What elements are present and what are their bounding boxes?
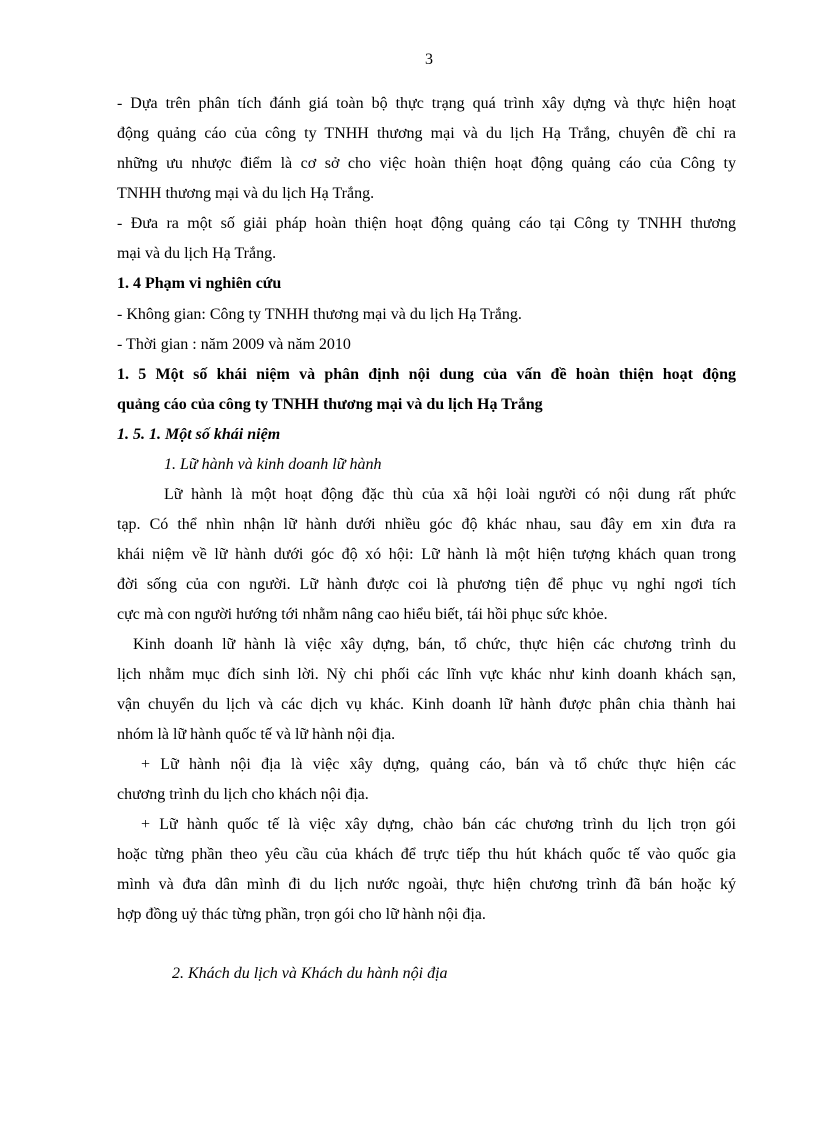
paragraph-line: - Đưa ra một số giải pháp hoàn thiện hoạt động quảng cáo tại Công ty TNHH thương <box>117 215 736 232</box>
paragraph-line: những ưu nhược điểm là cơ sở cho việc hoàn thiện hoạt động quảng cáo của Công ty <box>117 155 736 172</box>
item-heading: 2. Khách du lịch và Khách du hành nội địa <box>172 965 448 982</box>
page-number: 3 <box>425 51 433 68</box>
paragraph-line: tạp. Có thể nhìn nhận lữ hành dưới nhiều góc độ khác nhau, sau đây em xin đưa ra <box>117 516 736 533</box>
paragraph-line: hoặc từng phần theo yêu cầu của khách để trực tiếp thu hút khách quốc tế vào quốc gia <box>117 846 736 863</box>
section-heading: 1. 5 Một số khái niệm và phân định nội dung của vấn đề hoàn thiện hoạt động <box>117 366 736 383</box>
subsection-heading: 1. 5. 1. Một số khái niệm <box>117 426 281 443</box>
section-heading: quảng cáo của công ty TNHH thương mại và du lịch Hạ Trắng <box>117 396 543 413</box>
paragraph-line: cực mà con người hướng tới nhằm nâng cao hiểu biết, tái hồi phục sức khỏe. <box>117 606 608 623</box>
paragraph-line: mại và du lịch Hạ Trắng. <box>117 245 277 262</box>
paragraph-line: lịch nhằm mục đích sinh lời. Nỳ chi phối các lĩnh vực khác như kinh doanh khách sạn, <box>117 666 736 683</box>
paragraph-line: đời sống của con người. Lữ hành được coi là phương tiện để phục vụ nghỉ ngơi tích <box>117 576 736 593</box>
paragraph-line: + Lữ hành quốc tế là việc xây dựng, chào bán các chương trình du lịch trọn gói <box>141 816 736 833</box>
paragraph-line: vận chuyển du lịch và các dịch vụ khác. Kinh doanh lữ hành được phân chia thành hai <box>117 696 736 713</box>
paragraph-line: - Không gian: Công ty TNHH thương mại và du lịch Hạ Trắng. <box>117 306 522 323</box>
item-heading: 1. Lữ hành và kinh doanh lữ hành <box>164 456 382 473</box>
paragraph-line: động quảng cáo của công ty TNHH thương mại và du lịch Hạ Trắng, chuyên đề chỉ ra <box>117 125 736 142</box>
paragraph-line: hợp đồng uỷ thác từng phần, trọn gói cho lữ hành nội địa. <box>117 906 486 923</box>
paragraph-line: - Thời gian : năm 2009 và năm 2010 <box>117 336 351 353</box>
paragraph-line: TNHH thương mại và du lịch Hạ Trắng. <box>117 185 375 202</box>
paragraph-line: chương trình du lịch cho khách nội địa. <box>117 786 369 803</box>
paragraph-line: nhóm là lữ hành quốc tế và lữ hành nội địa. <box>117 726 396 743</box>
section-heading: 1. 4 Phạm vi nghiên cứu <box>117 275 282 292</box>
paragraph-line: - Dựa trên phân tích đánh giá toàn bộ thực trạng quá trình xây dựng và thực hiện hoạt <box>117 95 736 112</box>
paragraph-line: khái niệm về lữ hành dưới góc độ xó hội: Lữ hành là một hiện tượng khách quan trong <box>117 546 736 563</box>
paragraph-line: mình và đưa dân mình đi du lịch nước ngoài, thực hiện chương trình đã bán hoặc ký <box>117 876 736 893</box>
paragraph-line: Kinh doanh lữ hành là việc xây dựng, bán, tổ chức, thực hiện các chương trình du <box>133 636 736 653</box>
paragraph-line: + Lữ hành nội địa là việc xây dựng, quảng cáo, bán và tổ chức thực hiện các <box>141 756 736 773</box>
paragraph-line: Lữ hành là một hoạt động đặc thù của xã hội loài người có nội dung rất phức <box>164 486 736 503</box>
